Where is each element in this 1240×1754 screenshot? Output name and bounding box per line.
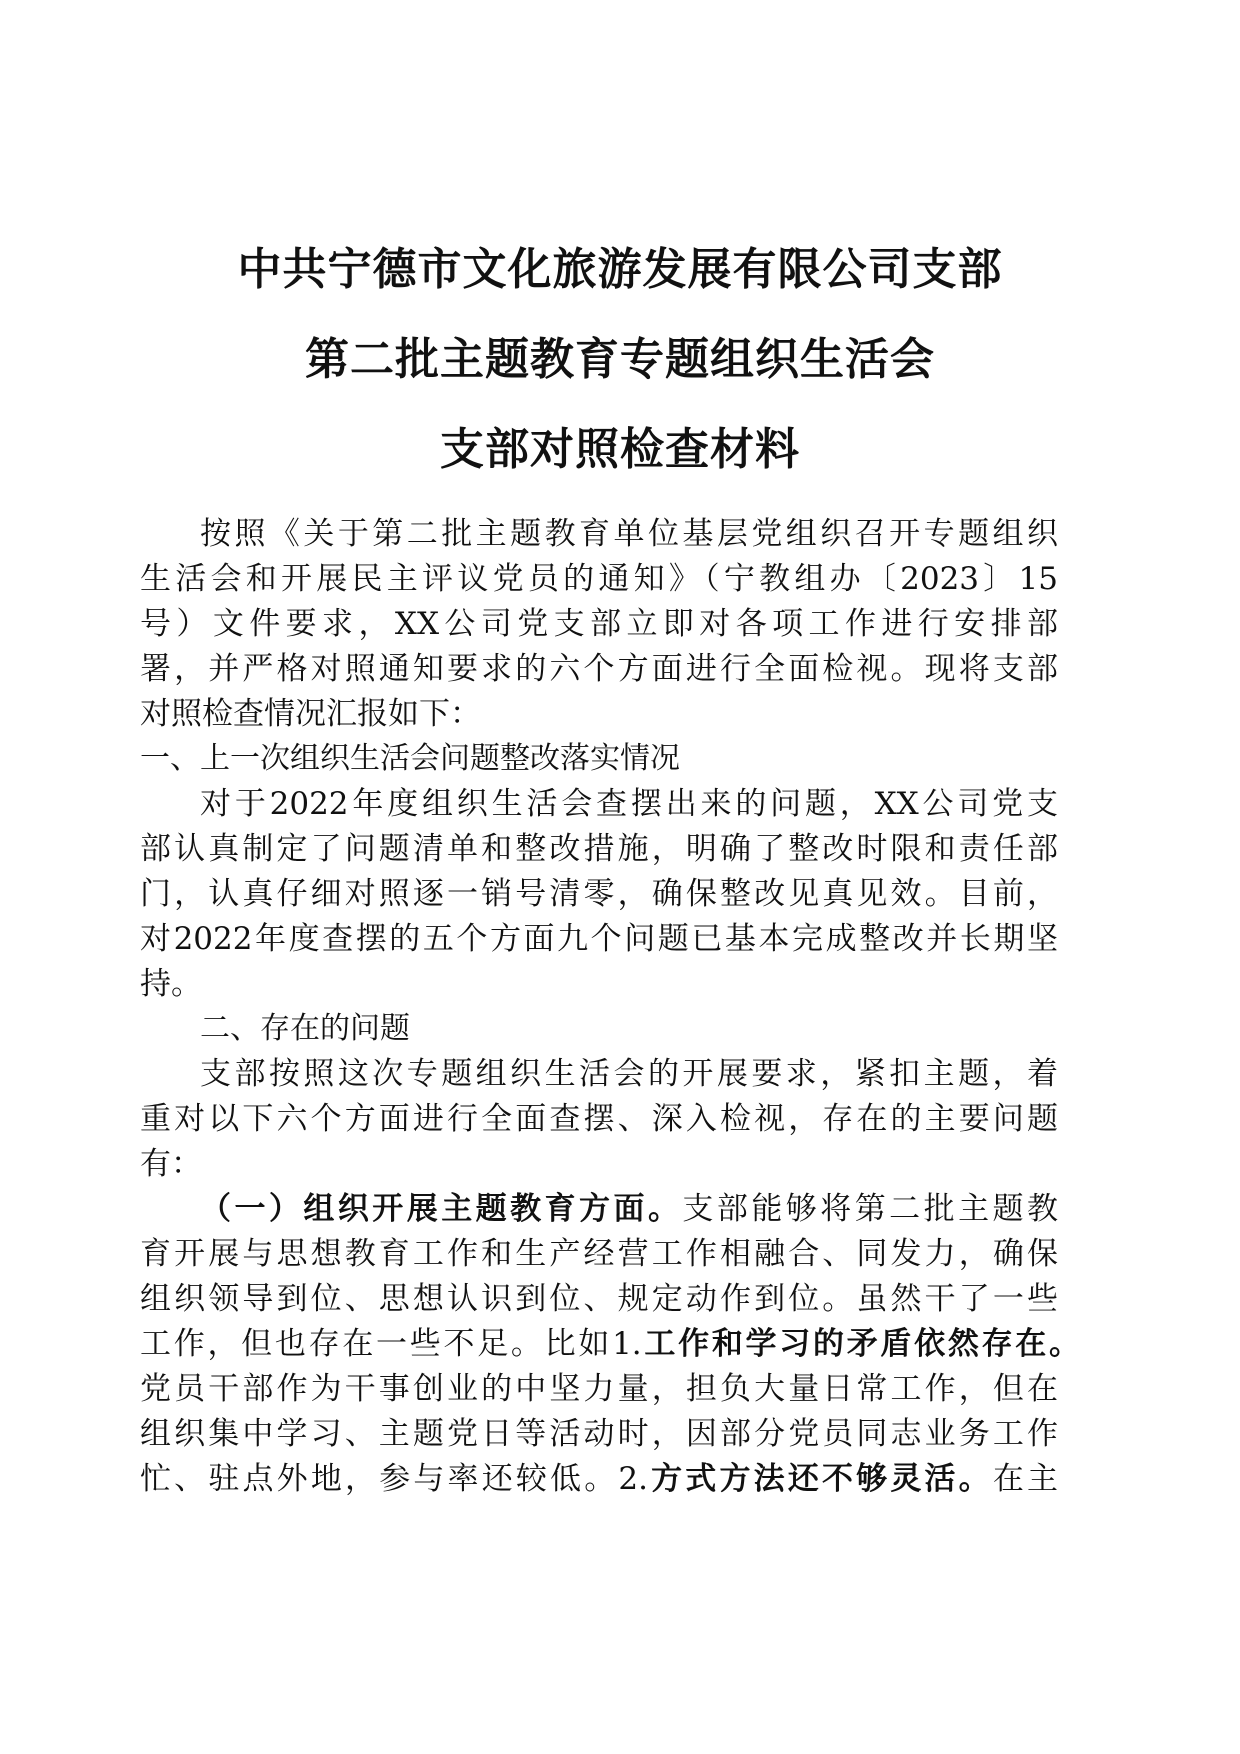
intro-line-3: 号）文件要求，XX公司党支部立即对各项工作进行安排部 [140, 606, 1058, 642]
subsection1-line-3: 组织领导到位、思想认识到位、规定动作到位。虽然干了一些 [140, 1281, 1058, 1317]
subsection1-line-4-pre: 工作，但也存在一些不足。比如1. [140, 1326, 642, 1362]
intro-line-4: 署，并严格对照通知要求的六个方面进行全面检视。现将支部 [140, 651, 1058, 687]
title-line-1: 中共宁德市文化旅游发展有限公司支部 [237, 244, 1003, 295]
intro-line-2: 生活会和开展民主评议党员的通知》（宁教组办〔2023〕15 [140, 561, 1058, 597]
subsection1-line-1-rest: 支部能够将第二批主题教 [682, 1191, 1059, 1227]
title-line-2: 第二批主题教育专题组织生活会 [305, 334, 935, 385]
subsection1-line-5: 党员干部作为干事创业的中坚力量，担负大量日常工作，但在 [140, 1371, 1058, 1407]
section1-line-4: 对2022年度查摆的五个方面九个问题已基本完成整改并长期坚 [140, 921, 1058, 957]
subsection1-point-1-bold: 工作和学习的矛盾依然存在。 [641, 1326, 1081, 1362]
subsection1-line-4 [140, 1324, 1080, 1364]
title-line-3: 支部对照检查材料 [440, 424, 800, 475]
subsection1-line-6: 组织集中学习、主题党日等活动时，因部分党员同志业务工作 [140, 1416, 1058, 1452]
section2-heading: 二、存在的问题 [200, 1011, 410, 1046]
intro-line-1: 按照《关于第二批主题教育单位基层党组织召开专题组织 [200, 516, 1058, 552]
subsection1-point-2-bold: 方式方法还不够灵活。 [647, 1461, 993, 1497]
section1-line-5: 持。 [140, 966, 202, 1002]
section2-line-1: 支部按照这次专题组织生活会的开展要求，紧扣主题，着 [200, 1056, 1058, 1092]
section1-heading: 一、上一次组织生活会问题整改落实情况 [140, 741, 680, 776]
section2-line-3: 有： [140, 1146, 202, 1182]
subsection1-bold-lead: （一）组织开展主题教育方面。 [200, 1191, 683, 1227]
section2-line-2: 重对以下六个方面进行全面查摆、深入检视，存在的主要问题 [140, 1101, 1058, 1137]
section1-line-3: 门，认真仔细对照逐一销号清零，确保整改见真见效。目前， [140, 876, 1058, 912]
subsection1-line-7-post: 在主 [992, 1461, 1059, 1497]
subsection1-line-7-pre: 忙、驻点外地，参与率还较低。2. [140, 1461, 648, 1497]
intro-line-5: 对照检查情况汇报如下： [140, 696, 481, 732]
section1-line-1: 对于2022年度组织生活会查摆出来的问题，XX公司党支 [200, 786, 1058, 822]
subsection1-line-7 [140, 1459, 1058, 1499]
section1-line-2: 部认真制定了问题清单和整改措施，明确了整改时限和责任部 [140, 831, 1058, 867]
subsection1-line-2: 育开展与思想教育工作和生产经营工作相融合、同发力，确保 [140, 1236, 1058, 1272]
subsection1-line-1 [200, 1189, 1058, 1229]
